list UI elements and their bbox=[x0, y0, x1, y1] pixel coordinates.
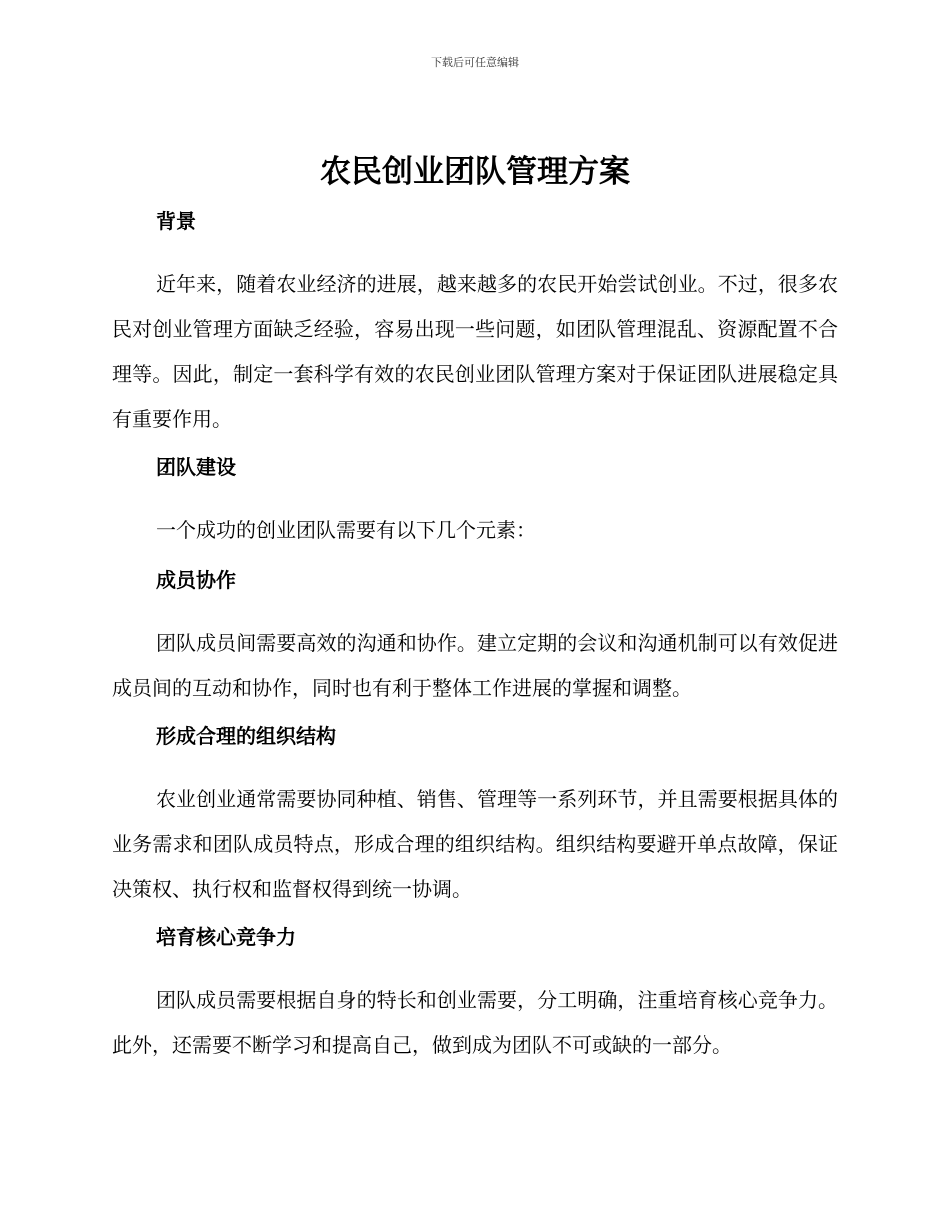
section-paragraph-member-collaboration: 团队成员间需要高效的沟通和协作。建立定期的会议和沟通机制可以有效促进成员间的互动和协作，同时也有利于整体工作进展的掌握和调整。 bbox=[112, 631, 838, 700]
section-heading-member-collaboration: 成员协作 bbox=[156, 568, 236, 592]
section-paragraph-core-competence: 团队成员需要根据自身的特长和创业需要，分工明确，注重培育核心竞争力。此外，还需要不断学习和提高自己，做到成为团队不可或缺的一部分。 bbox=[112, 988, 838, 1057]
section-heading-core-competence: 培育核心竞争力 bbox=[156, 925, 296, 949]
document-title: 农民创业团队管理方案 bbox=[320, 154, 630, 190]
section-heading-team-building: 团队建设 bbox=[156, 455, 236, 479]
header-note: 下载后可任意编辑 bbox=[431, 56, 519, 69]
section-heading-background: 背景 bbox=[156, 209, 196, 233]
section-heading-org-structure: 形成合理的组织结构 bbox=[156, 724, 336, 748]
section-paragraph-background: 近年来，随着农业经济的进展，越来越多的农民开始尝试创业。不过，很多农民对创业管理方面缺乏经验，容易出现一些问题，如团队管理混乱、资源配置不合理等。因此，制定一套科学有效的农民创业团队管理方案对于保证团队进展稳定具有重要作用。 bbox=[112, 272, 838, 431]
section-paragraph-team-building: 一个成功的创业团队需要有以下几个元素： bbox=[156, 518, 536, 542]
section-paragraph-org-structure: 农业创业通常需要协同种植、销售、管理等一系列环节，并且需要根据具体的业务需求和团队成员特点，形成合理的组织结构。组织结构要避开单点故障，保证决策权、执行权和监督权得到统一协调。 bbox=[112, 787, 838, 901]
document-body bbox=[112, 206, 838, 1078]
